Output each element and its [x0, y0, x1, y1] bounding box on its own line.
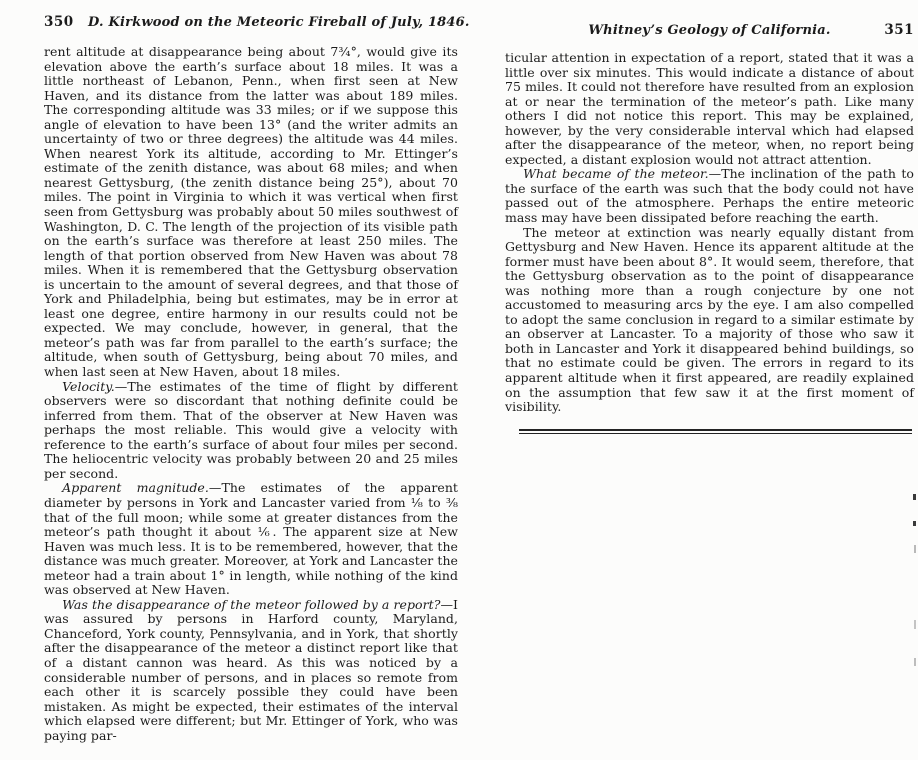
- paragraph: [44, 380, 458, 482]
- paragraph-lead: What became of the meteor.: [523, 166, 709, 182]
- scan-speck: [914, 620, 916, 629]
- paragraph-lead: Apparent magnitude.: [62, 480, 209, 496]
- right-body-text: [505, 51, 914, 415]
- paragraph-text: —The estimates of the time of flight by different observers were so discordant that nothing definite could be inferred from them. That of the observer at New Haven was perhaps the most reliable. This would give a velocity with reference to the earth’s surface of about four miles per second. The heliocentric velocity was probably between 20 and 25 miles per second.: [44, 378, 458, 481]
- left-running-title: D. Kirkwood on the Meteoric Fireball of July, 1846.: [88, 15, 470, 30]
- paragraph: [44, 45, 458, 380]
- paragraph: [505, 51, 914, 167]
- paragraph-text: ticular attention in expectation of a report, stated that it was a little over six minutes. This would indicate a distance of about 75 miles. It could not therefore have resulted from an explosion at or near the termination of the meteor’s path. Like many others I did not notice this report. This may be explained, however, by the very considerable interval which had elapsed after the disappearance of the meteor, when, no report being expected, a distant explosion would not attract attention.: [505, 50, 914, 167]
- paragraph: [505, 167, 914, 225]
- left-running-head: [44, 14, 470, 34]
- scan-speck: [914, 658, 916, 666]
- left-page-number: 350: [44, 14, 74, 30]
- paragraph: [44, 481, 458, 597]
- left-body-text: [44, 45, 458, 743]
- page-right: [505, 0, 914, 434]
- paragraph-text: rent altitude at disappearance being about 7¾°, would give its elevation above the earth’s surface about 18 miles. It was a little northeast of Lebanon, Penn., when first seen at New Haven, and its distance from the latter was about 189 miles. The corresponding altitude was 33 miles; or if we suppose this angle of elevation to have been 13° (and the writer admits an uncertainty of two or three degrees) the altitude was 44 miles. When nearest York its altitude, according to Mr. Ettinger’s estimate of the zenith distance, was about 68 miles; and when nearest Gettysburg, (the zenith distance being 25°), about 70 miles. The point in Virginia to which it was vertical when first seen from Gettysburg was probably about 50 miles southwest of Washington, D. C. The length of the projection of its visible path on the earth’s surface was therefore at least 250 miles. The length of that portion observed from New Haven was about 78 miles. When it is remembered that the Gettysburg observation is uncertain to the amount of several degrees, and that those of York and Philadelphia, being but estimates, may be in error at least one degree, entire harmony in our results could not be expected. We may conclude, however, in general, that the meteor’s path was far from parallel to the earth’s surface; the altitude, when south of Gettysburg, being about 70 miles, and when last seen at New Haven, about 18 miles.: [44, 44, 458, 380]
- paragraph-text: —The estimates of the apparent diameter by persons in York and Lancaster varied from ⅛ to ⅜ that of the full moon; while some at greater distances from the meteor’s path thought it about ⅙. The apparent size at New Haven was much less. It is to be remembered, however, that the distance was much greater. Moreover, at York and Lancaster the meteor had a train about 1° in length, while nothing of the kind was observed at New Haven.: [44, 480, 458, 598]
- paragraph: [505, 226, 914, 415]
- right-running-title: Whitney’s Geology of California.: [588, 23, 831, 38]
- paragraph-text: The meteor at extinction was nearly equally distant from Gettysburg and New Haven. Hence its apparent altitude at the former must have been about 8°. It would seem, therefore, that the Gettysburg observation as to the point of disappearance was nothing more than a rough conjecture by one not accustomed to measuring arcs by the eye. I am also compelled to adopt the same conclusion in regard to a similar estimate by an observer at Lancaster. To a majority of those who saw it both in Lancaster and York it disappeared behind buildings, so that no estimate could be given. The errors in regard to its apparent altitude when it first appeared, are readily explained on the assumption that few saw it at the first moment of visibility.: [505, 224, 914, 415]
- paragraph-text: —I was assured by persons in Harford county, Maryland, Chanceford, York county, Pennsylvania, and in York, that shortly after the disappearance of the meteor a distinct report like that of a distant cannon was heard. As this was noticed by a considerable number of persons, and in places so remote from each other it is scarcely possible they could have been mistaken. As might be expected, their estimates of the interval which elapsed were different; but Mr. Ettinger of York, who was paying par-: [44, 596, 458, 743]
- scan-speck: [913, 494, 916, 500]
- paragraph-lead: Was the disappearance of the meteor followed by a report?: [62, 596, 441, 612]
- page-left: [44, 0, 470, 743]
- scan-speck: [913, 521, 916, 526]
- scan-speck: [914, 545, 916, 553]
- paragraph: [44, 598, 458, 743]
- paragraph-text: —The inclination of the path to the surface of the earth was such that the body could not have passed out of the atmosphere. Perhaps the entire meteoric mass may have been dissipated before reaching the earth.: [505, 166, 914, 226]
- right-running-head: [505, 22, 914, 42]
- right-page-number: 351: [884, 22, 914, 38]
- section-divider-rule: [519, 429, 912, 434]
- paragraph-lead: Velocity.: [62, 378, 115, 394]
